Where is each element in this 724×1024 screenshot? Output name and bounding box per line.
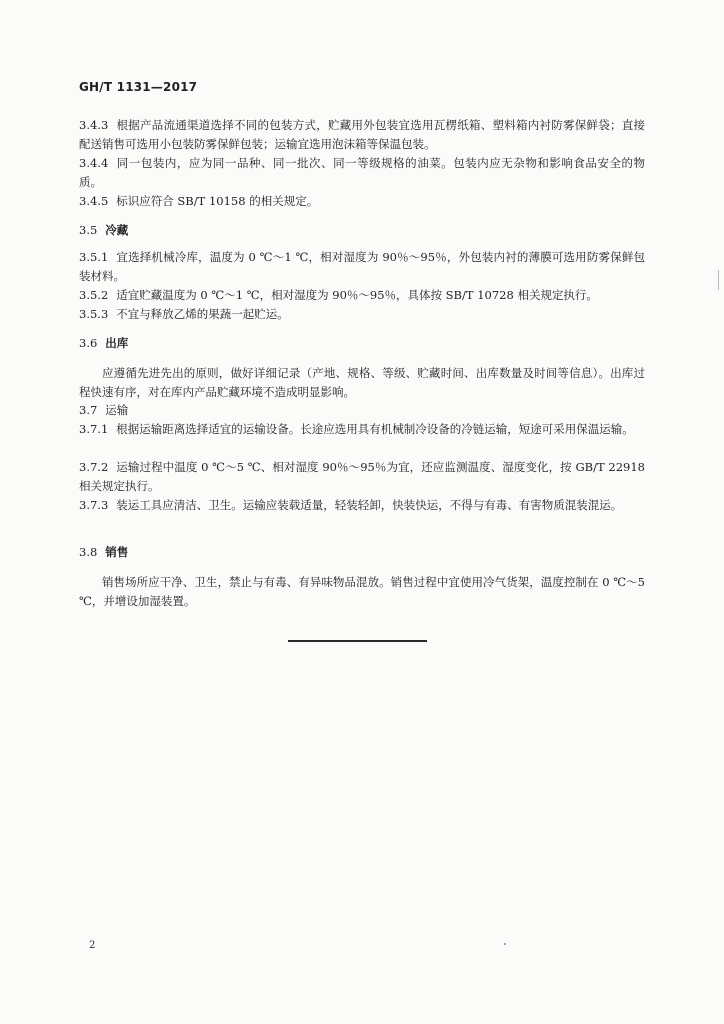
clause-3-5-2	[79, 286, 645, 305]
section-heading-3-8	[79, 543, 128, 562]
end-rule	[288, 640, 427, 642]
clause-text: 根据产品流通渠道选择不同的包装方式，贮藏用外包装宜选用瓦楞纸箱、塑料箱内衬防雾保鲜袋；直接配送销售可选用小包装防雾保鲜包装；运输宜选用泡沫箱等保温包装。	[79, 118, 645, 151]
section-title: 销售	[105, 545, 129, 559]
section-heading-3-5	[79, 221, 128, 240]
paragraph-3-8: 销售场所应干净、卫生，禁止与有毒、有异味物品混放。销售过程中宜使用冷气货架，温度控制在 0 ℃～5 ℃，并增设加湿装置。	[79, 575, 645, 608]
clause-text: 同一包装内，应为同一品种、同一批次、同一等级规格的油菜。包装内应无杂物和影响食品安全的物质。	[79, 156, 645, 189]
clause-3-4-3	[79, 116, 645, 154]
scan-edge-mark	[718, 270, 719, 290]
clause-3-4-4	[79, 154, 645, 192]
section-number: 3.5	[79, 223, 98, 237]
clause-3-5-1	[79, 248, 645, 286]
clause-number: 3.7.1	[79, 422, 109, 436]
clause-number: 3.4.4	[79, 156, 109, 170]
clause-3-5-3	[79, 305, 645, 324]
section-number: 3.8	[79, 545, 98, 559]
section-heading-3-7	[79, 401, 128, 420]
clause-text: 根据运输距离选择适宜的运输设备。长途应选用具有机械制冷设备的冷链运输，短途可采用保温运输。	[116, 422, 634, 436]
clause-3-7-1	[79, 420, 645, 439]
clause-3-7-2	[79, 458, 645, 496]
clause-number: 3.4.3	[79, 118, 109, 132]
scan-speck	[504, 943, 506, 945]
clause-text: 标识应符合 SB/T 10158 的相关规定。	[116, 194, 319, 208]
clause-text: 适宜贮藏温度为 0 ℃～1 ℃，相对湿度为 90％～95％，具体按 SB/T 10728 相关规定执行。	[116, 288, 598, 302]
clause-text: 不宜与释放乙烯的果蔬一起贮运。	[116, 307, 289, 321]
document-code: GH/T 1131—2017	[79, 80, 198, 94]
clause-text: 运输过程中温度 0 ℃～5 ℃、相对湿度 90％～95％为宜，还应监测温度、湿度变化，按 GB/T 22918 相关规定执行。	[79, 460, 645, 493]
clause-number: 3.7.2	[79, 460, 109, 474]
section-heading-3-6	[79, 334, 128, 353]
clause-text: 宜选择机械冷库，温度为 0 ℃～1 ℃，相对湿度为 90％～95％，外包装内衬的薄膜可选用防雾保鲜包装材料。	[79, 250, 645, 283]
section-number: 3.7	[79, 403, 98, 417]
clause-number: 3.4.5	[79, 194, 109, 208]
clause-number: 3.7.3	[79, 498, 109, 512]
section-title: 出库	[105, 336, 129, 350]
section-number: 3.6	[79, 336, 98, 350]
section-title: 冷藏	[105, 223, 129, 237]
clause-3-7-3	[79, 496, 645, 515]
page-number: 2	[89, 940, 96, 951]
clause-3-4-5	[79, 192, 645, 211]
clause-number: 3.5.3	[79, 307, 109, 321]
clause-number: 3.5.1	[79, 250, 109, 264]
section-title: 运输	[105, 403, 129, 417]
clause-number: 3.5.2	[79, 288, 109, 302]
paragraph-3-6: 应遵循先进先出的原则，做好详细记录（产地、规格、等级、贮藏时间、出库数量及时间等信息）。出库过程快速有序，对在库内产品贮藏环境不造成明显影响。	[79, 366, 645, 399]
clause-text: 装运工具应清洁、卫生。运输应装载适量，轻装轻卸，快装快运，不得与有毒、有害物质混装混运。	[116, 498, 623, 512]
